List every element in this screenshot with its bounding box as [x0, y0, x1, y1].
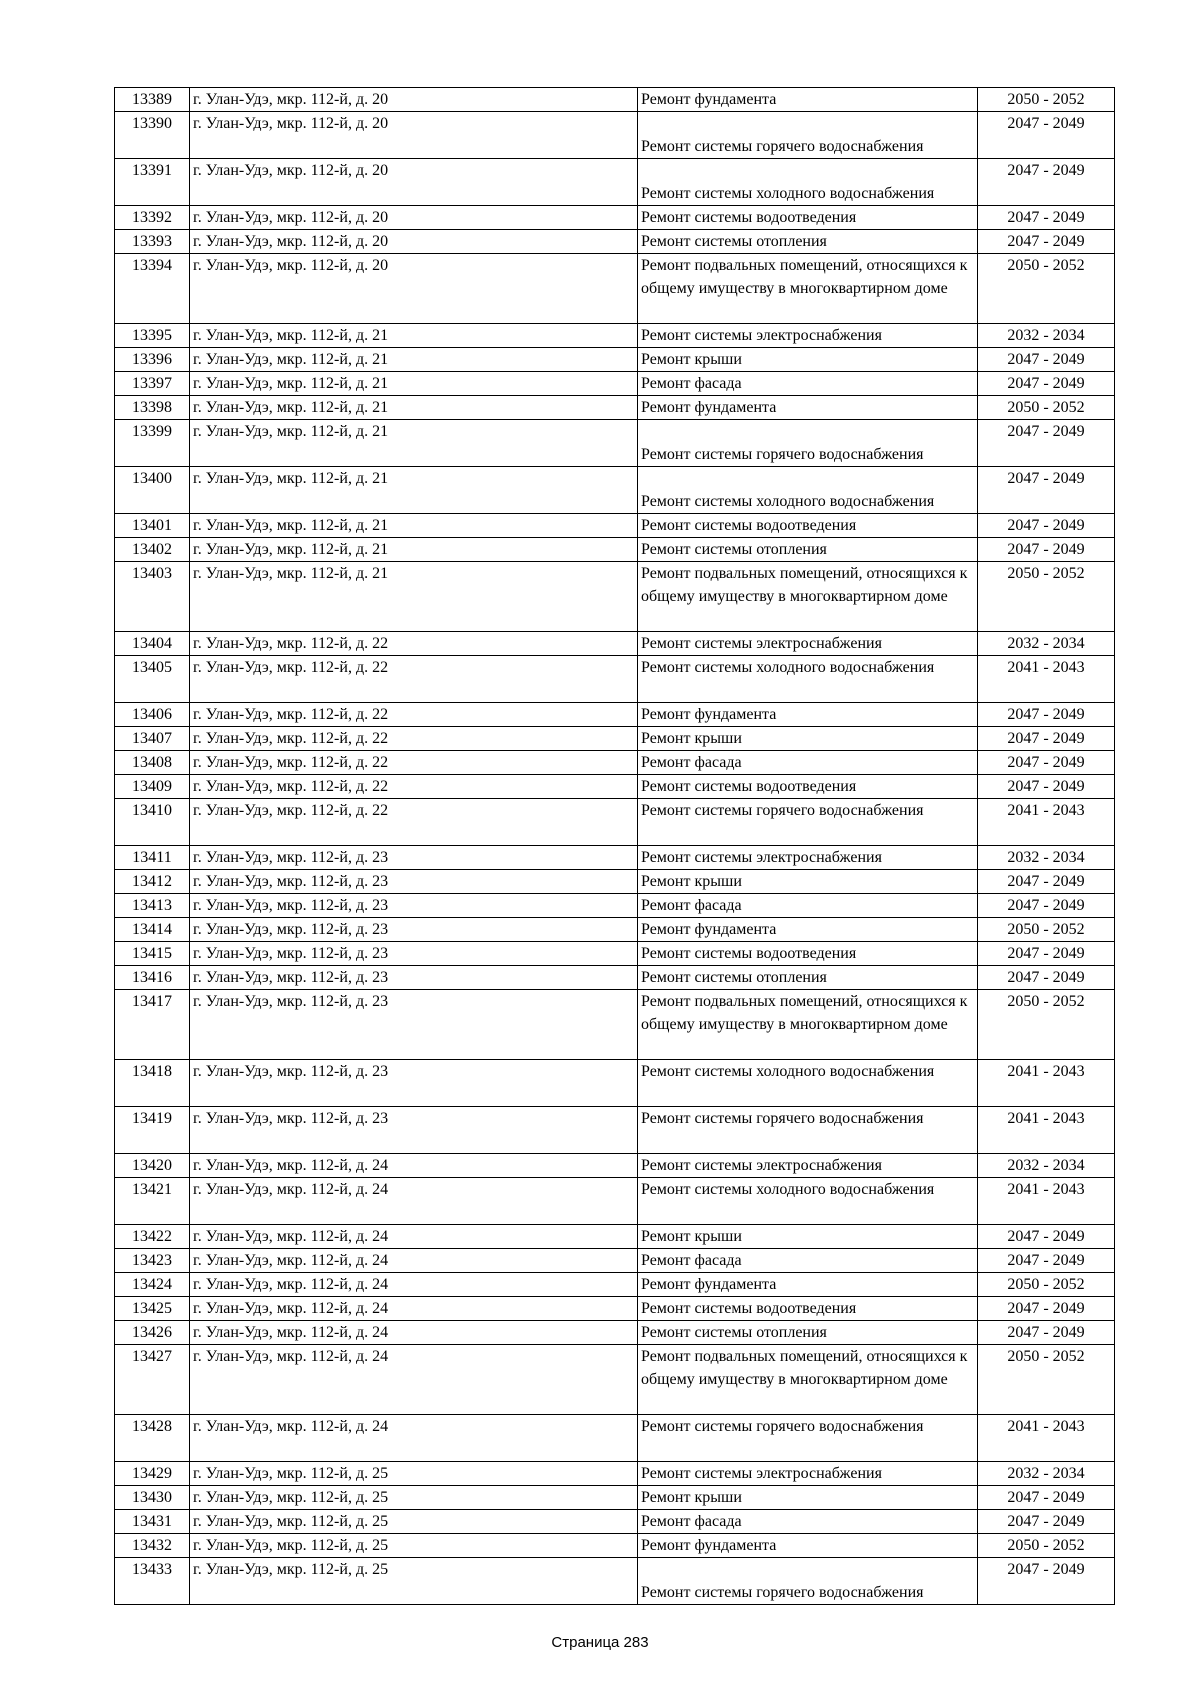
row-address: г. Улан-Удэ, мкр. 112-й, д. 24 — [190, 1154, 638, 1178]
row-number: 13402 — [115, 538, 190, 562]
table-row — [115, 562, 1115, 632]
row-address: г. Улан-Удэ, мкр. 112-й, д. 23 — [190, 870, 638, 894]
table-row — [115, 1107, 1115, 1154]
table-row — [115, 324, 1115, 348]
row-number: 13392 — [115, 206, 190, 230]
row-address: г. Улан-Удэ, мкр. 112-й, д. 22 — [190, 799, 638, 846]
row-address: г. Улан-Удэ, мкр. 112-й, д. 21 — [190, 324, 638, 348]
row-address: г. Улан-Удэ, мкр. 112-й, д. 24 — [190, 1178, 638, 1225]
row-number: 13397 — [115, 372, 190, 396]
row-work-type: Ремонт системы горячего водоснабжения — [638, 1107, 978, 1154]
row-address: г. Улан-Удэ, мкр. 112-й, д. 24 — [190, 1273, 638, 1297]
row-period: 2032 - 2034 — [978, 1462, 1115, 1486]
row-number: 13422 — [115, 1225, 190, 1249]
row-work-type: Ремонт фундамента — [638, 396, 978, 420]
row-address: г. Улан-Удэ, мкр. 112-й, д. 24 — [190, 1345, 638, 1415]
table-row — [115, 1154, 1115, 1178]
row-work-type: Ремонт крыши — [638, 727, 978, 751]
row-work-type: Ремонт подвальных помещений, относящихся к общему имуществу в многоквартирном доме — [638, 254, 978, 324]
row-address: г. Улан-Удэ, мкр. 112-й, д. 24 — [190, 1321, 638, 1345]
row-address: г. Улан-Удэ, мкр. 112-й, д. 21 — [190, 538, 638, 562]
row-number: 13427 — [115, 1345, 190, 1415]
row-number: 13423 — [115, 1249, 190, 1273]
row-work-type: Ремонт системы водоотведения — [638, 942, 978, 966]
row-address: г. Улан-Удэ, мкр. 112-й, д. 21 — [190, 372, 638, 396]
row-work-type: Ремонт системы холодного водоснабжения — [638, 1060, 978, 1107]
table-row — [115, 254, 1115, 324]
row-period: 2047 - 2049 — [978, 1321, 1115, 1345]
row-work-type: Ремонт системы водоотведения — [638, 1297, 978, 1321]
row-number: 13415 — [115, 942, 190, 966]
table-row — [115, 1297, 1115, 1321]
table-row — [115, 990, 1115, 1060]
row-period: 2047 - 2049 — [978, 1225, 1115, 1249]
row-work-type: Ремонт фасада — [638, 894, 978, 918]
table-row — [115, 1225, 1115, 1249]
table-row — [115, 112, 1115, 159]
table-row — [115, 1462, 1115, 1486]
row-address: г. Улан-Удэ, мкр. 112-й, д. 22 — [190, 751, 638, 775]
row-period: 2041 - 2043 — [978, 799, 1115, 846]
row-period: 2047 - 2049 — [978, 1297, 1115, 1321]
row-number: 13406 — [115, 703, 190, 727]
table-row — [115, 1249, 1115, 1273]
table-body — [115, 88, 1115, 1605]
table-row — [115, 894, 1115, 918]
table-row — [115, 656, 1115, 703]
row-address: г. Улан-Удэ, мкр. 112-й, д. 20 — [190, 112, 638, 159]
row-period: 2047 - 2049 — [978, 420, 1115, 467]
row-work-type: Ремонт крыши — [638, 1225, 978, 1249]
row-number: 13393 — [115, 230, 190, 254]
row-period: 2047 - 2049 — [978, 727, 1115, 751]
row-address: г. Улан-Удэ, мкр. 112-й, д. 20 — [190, 159, 638, 206]
row-period: 2041 - 2043 — [978, 1415, 1115, 1462]
row-number: 13403 — [115, 562, 190, 632]
row-address: г. Улан-Удэ, мкр. 112-й, д. 25 — [190, 1558, 638, 1605]
row-work-type: Ремонт подвальных помещений, относящихся к общему имуществу в многоквартирном доме — [638, 562, 978, 632]
row-period: 2050 - 2052 — [978, 562, 1115, 632]
row-work-type: Ремонт фасада — [638, 372, 978, 396]
row-number: 13412 — [115, 870, 190, 894]
row-work-type: Ремонт системы холодного водоснабжения — [638, 159, 978, 206]
row-work-type: Ремонт системы холодного водоснабжения — [638, 1178, 978, 1225]
row-work-type: Ремонт системы горячего водоснабжения — [638, 420, 978, 467]
row-work-type: Ремонт системы водоотведения — [638, 514, 978, 538]
row-work-type: Ремонт системы электроснабжения — [638, 1154, 978, 1178]
row-period: 2050 - 2052 — [978, 1534, 1115, 1558]
row-work-type: Ремонт системы электроснабжения — [638, 632, 978, 656]
row-period: 2047 - 2049 — [978, 1249, 1115, 1273]
table-row — [115, 514, 1115, 538]
table-row — [115, 1060, 1115, 1107]
row-address: г. Улан-Удэ, мкр. 112-й, д. 21 — [190, 467, 638, 514]
row-number: 13428 — [115, 1415, 190, 1462]
table-row — [115, 1510, 1115, 1534]
table-row — [115, 751, 1115, 775]
row-number: 13407 — [115, 727, 190, 751]
row-period: 2041 - 2043 — [978, 656, 1115, 703]
row-number: 13419 — [115, 1107, 190, 1154]
row-work-type: Ремонт системы холодного водоснабжения — [638, 656, 978, 703]
row-work-type: Ремонт системы горячего водоснабжения — [638, 112, 978, 159]
row-period: 2050 - 2052 — [978, 254, 1115, 324]
row-address: г. Улан-Удэ, мкр. 112-й, д. 23 — [190, 1060, 638, 1107]
repair-schedule-table — [114, 87, 1115, 1605]
row-period: 2050 - 2052 — [978, 1273, 1115, 1297]
row-address: г. Улан-Удэ, мкр. 112-й, д. 20 — [190, 254, 638, 324]
row-address: г. Улан-Удэ, мкр. 112-й, д. 24 — [190, 1225, 638, 1249]
row-work-type: Ремонт системы горячего водоснабжения — [638, 1415, 978, 1462]
row-period: 2047 - 2049 — [978, 894, 1115, 918]
row-address: г. Улан-Удэ, мкр. 112-й, д. 25 — [190, 1486, 638, 1510]
row-period: 2047 - 2049 — [978, 514, 1115, 538]
row-work-type: Ремонт фундамента — [638, 1534, 978, 1558]
row-address: г. Улан-Удэ, мкр. 112-й, д. 22 — [190, 703, 638, 727]
row-number: 13404 — [115, 632, 190, 656]
row-number: 13421 — [115, 1178, 190, 1225]
table-row — [115, 1321, 1115, 1345]
table-row — [115, 1534, 1115, 1558]
row-address: г. Улан-Удэ, мкр. 112-й, д. 22 — [190, 632, 638, 656]
row-address: г. Улан-Удэ, мкр. 112-й, д. 23 — [190, 894, 638, 918]
table-row — [115, 1273, 1115, 1297]
row-address: г. Улан-Удэ, мкр. 112-й, д. 25 — [190, 1510, 638, 1534]
table-row — [115, 1415, 1115, 1462]
row-period: 2050 - 2052 — [978, 88, 1115, 112]
row-address: г. Улан-Удэ, мкр. 112-й, д. 20 — [190, 230, 638, 254]
table-row — [115, 846, 1115, 870]
row-work-type: Ремонт системы водоотведения — [638, 775, 978, 799]
row-address: г. Улан-Удэ, мкр. 112-й, д. 23 — [190, 966, 638, 990]
table-row — [115, 1486, 1115, 1510]
row-number: 13416 — [115, 966, 190, 990]
row-address: г. Улан-Удэ, мкр. 112-й, д. 24 — [190, 1297, 638, 1321]
table-row — [115, 538, 1115, 562]
table-row — [115, 88, 1115, 112]
row-work-type: Ремонт системы электроснабжения — [638, 324, 978, 348]
row-work-type: Ремонт крыши — [638, 870, 978, 894]
row-period: 2047 - 2049 — [978, 206, 1115, 230]
row-number: 13433 — [115, 1558, 190, 1605]
row-number: 13394 — [115, 254, 190, 324]
row-number: 13395 — [115, 324, 190, 348]
row-number: 13430 — [115, 1486, 190, 1510]
row-number: 13417 — [115, 990, 190, 1060]
table-row — [115, 632, 1115, 656]
row-number: 13396 — [115, 348, 190, 372]
row-number: 13414 — [115, 918, 190, 942]
row-period: 2050 - 2052 — [978, 918, 1115, 942]
row-work-type: Ремонт системы отопления — [638, 230, 978, 254]
row-address: г. Улан-Удэ, мкр. 112-й, д. 22 — [190, 656, 638, 703]
row-period: 2032 - 2034 — [978, 846, 1115, 870]
row-work-type: Ремонт фундамента — [638, 88, 978, 112]
row-number: 13405 — [115, 656, 190, 703]
row-number: 13425 — [115, 1297, 190, 1321]
row-address: г. Улан-Удэ, мкр. 112-й, д. 20 — [190, 206, 638, 230]
page-number: Страница 283 — [551, 1634, 649, 1651]
row-number: 13411 — [115, 846, 190, 870]
row-period: 2041 - 2043 — [978, 1178, 1115, 1225]
row-number: 13400 — [115, 467, 190, 514]
row-address: г. Улан-Удэ, мкр. 112-й, д. 21 — [190, 514, 638, 538]
row-period: 2050 - 2052 — [978, 990, 1115, 1060]
row-period: 2047 - 2049 — [978, 467, 1115, 514]
table-row — [115, 396, 1115, 420]
row-number: 13398 — [115, 396, 190, 420]
row-work-type: Ремонт фасада — [638, 1249, 978, 1273]
row-address: г. Улан-Удэ, мкр. 112-й, д. 22 — [190, 727, 638, 751]
table-row — [115, 206, 1115, 230]
row-address: г. Улан-Удэ, мкр. 112-й, д. 25 — [190, 1462, 638, 1486]
row-work-type: Ремонт крыши — [638, 1486, 978, 1510]
row-work-type: Ремонт фундамента — [638, 918, 978, 942]
row-number: 13399 — [115, 420, 190, 467]
row-address: г. Улан-Удэ, мкр. 112-й, д. 21 — [190, 348, 638, 372]
row-number: 13401 — [115, 514, 190, 538]
row-address: г. Улан-Удэ, мкр. 112-й, д. 21 — [190, 396, 638, 420]
row-period: 2047 - 2049 — [978, 538, 1115, 562]
table-row — [115, 159, 1115, 206]
row-number: 13410 — [115, 799, 190, 846]
row-number: 13389 — [115, 88, 190, 112]
row-address: г. Улан-Удэ, мкр. 112-й, д. 22 — [190, 775, 638, 799]
row-period: 2050 - 2052 — [978, 396, 1115, 420]
row-period: 2041 - 2043 — [978, 1107, 1115, 1154]
row-number: 13409 — [115, 775, 190, 799]
row-address: г. Улан-Удэ, мкр. 112-й, д. 20 — [190, 88, 638, 112]
row-period: 2047 - 2049 — [978, 703, 1115, 727]
row-number: 13391 — [115, 159, 190, 206]
row-work-type: Ремонт системы отопления — [638, 1321, 978, 1345]
row-number: 13413 — [115, 894, 190, 918]
row-number: 13408 — [115, 751, 190, 775]
row-work-type: Ремонт системы электроснабжения — [638, 1462, 978, 1486]
row-work-type: Ремонт системы отопления — [638, 966, 978, 990]
row-work-type: Ремонт фундамента — [638, 703, 978, 727]
row-address: г. Улан-Удэ, мкр. 112-й, д. 24 — [190, 1415, 638, 1462]
row-period: 2047 - 2049 — [978, 870, 1115, 894]
row-address: г. Улан-Удэ, мкр. 112-й, д. 23 — [190, 918, 638, 942]
row-period: 2032 - 2034 — [978, 1154, 1115, 1178]
row-work-type: Ремонт системы горячего водоснабжения — [638, 1558, 978, 1605]
table-row — [115, 1558, 1115, 1605]
row-period: 2032 - 2034 — [978, 632, 1115, 656]
row-number: 13390 — [115, 112, 190, 159]
table-row — [115, 966, 1115, 990]
table-row — [115, 230, 1115, 254]
row-period: 2047 - 2049 — [978, 966, 1115, 990]
table-row — [115, 942, 1115, 966]
row-work-type: Ремонт системы отопления — [638, 538, 978, 562]
row-period: 2047 - 2049 — [978, 159, 1115, 206]
row-work-type: Ремонт фундамента — [638, 1273, 978, 1297]
row-address: г. Улан-Удэ, мкр. 112-й, д. 21 — [190, 562, 638, 632]
row-period: 2047 - 2049 — [978, 348, 1115, 372]
row-period: 2050 - 2052 — [978, 1345, 1115, 1415]
row-work-type: Ремонт фасада — [638, 751, 978, 775]
row-period: 2047 - 2049 — [978, 1486, 1115, 1510]
table-row — [115, 372, 1115, 396]
table-row — [115, 420, 1115, 467]
row-period: 2041 - 2043 — [978, 1060, 1115, 1107]
row-number: 13429 — [115, 1462, 190, 1486]
table-row — [115, 467, 1115, 514]
row-address: г. Улан-Удэ, мкр. 112-й, д. 23 — [190, 1107, 638, 1154]
row-period: 2047 - 2049 — [978, 1558, 1115, 1605]
row-work-type: Ремонт системы горячего водоснабжения — [638, 799, 978, 846]
table-row — [115, 1178, 1115, 1225]
row-number: 13424 — [115, 1273, 190, 1297]
table-row — [115, 799, 1115, 846]
row-period: 2047 - 2049 — [978, 112, 1115, 159]
row-period: 2047 - 2049 — [978, 751, 1115, 775]
row-work-type: Ремонт системы электроснабжения — [638, 846, 978, 870]
row-address: г. Улан-Удэ, мкр. 112-й, д. 24 — [190, 1249, 638, 1273]
table-row — [115, 870, 1115, 894]
table-row — [115, 348, 1115, 372]
table-row — [115, 775, 1115, 799]
row-address: г. Улан-Удэ, мкр. 112-й, д. 21 — [190, 420, 638, 467]
row-address: г. Улан-Удэ, мкр. 112-й, д. 23 — [190, 942, 638, 966]
table-row — [115, 727, 1115, 751]
row-number: 13432 — [115, 1534, 190, 1558]
row-address: г. Улан-Удэ, мкр. 112-й, д. 23 — [190, 990, 638, 1060]
row-number: 13420 — [115, 1154, 190, 1178]
row-work-type: Ремонт системы водоотведения — [638, 206, 978, 230]
row-address: г. Улан-Удэ, мкр. 112-й, д. 25 — [190, 1534, 638, 1558]
row-work-type: Ремонт фасада — [638, 1510, 978, 1534]
table-row — [115, 918, 1115, 942]
row-number: 13431 — [115, 1510, 190, 1534]
row-work-type: Ремонт системы холодного водоснабжения — [638, 467, 978, 514]
row-number: 13418 — [115, 1060, 190, 1107]
table-row — [115, 703, 1115, 727]
row-period: 2032 - 2034 — [978, 324, 1115, 348]
row-period: 2047 - 2049 — [978, 372, 1115, 396]
row-work-type: Ремонт подвальных помещений, относящихся к общему имуществу в многоквартирном доме — [638, 990, 978, 1060]
row-work-type: Ремонт подвальных помещений, относящихся к общему имуществу в многоквартирном доме — [638, 1345, 978, 1415]
row-work-type: Ремонт крыши — [638, 348, 978, 372]
row-number: 13426 — [115, 1321, 190, 1345]
row-address: г. Улан-Удэ, мкр. 112-й, д. 23 — [190, 846, 638, 870]
row-period: 2047 - 2049 — [978, 775, 1115, 799]
row-period: 2047 - 2049 — [978, 230, 1115, 254]
row-period: 2047 - 2049 — [978, 942, 1115, 966]
table-row — [115, 1345, 1115, 1415]
row-period: 2047 - 2049 — [978, 1510, 1115, 1534]
